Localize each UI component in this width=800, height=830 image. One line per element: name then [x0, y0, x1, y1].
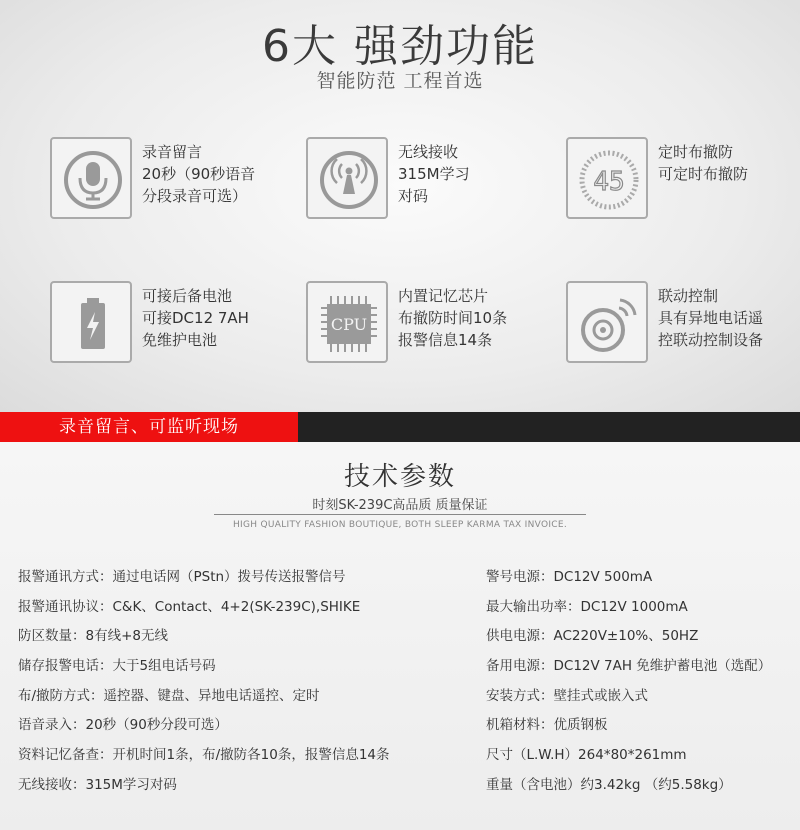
spec-item: 语音录入：20秒（90秒分段可选）	[18, 717, 228, 734]
antenna-icon	[306, 137, 388, 219]
feature-recording	[50, 137, 300, 227]
timer-display: 45	[593, 167, 625, 197]
feature-line: 内置记忆芯片	[398, 287, 489, 305]
feature-line: 具有异地电话遥	[658, 309, 764, 327]
banner-label: 录音留言、可监听现场	[0, 412, 298, 442]
cpu-label: CPU	[330, 315, 368, 334]
spec-item: 供电电源：AC220V±10%、50HZ	[486, 628, 699, 645]
cpu-chip-icon	[306, 281, 388, 363]
feature-linkage	[566, 281, 800, 371]
feature-line: 分段录音可选）	[142, 187, 248, 205]
spec-item: 无线接收：315M学习对码	[18, 776, 177, 793]
feature-line: 对码	[398, 187, 429, 205]
feature-line: 控联动控制设备	[658, 331, 764, 349]
specs-right-column	[486, 566, 771, 804]
feature-timer	[566, 137, 800, 227]
timer-icon	[566, 137, 648, 219]
feature-line: 无线接收	[398, 143, 459, 161]
divider	[214, 514, 586, 515]
page-subtitle: 智能防范 工程首选	[316, 70, 484, 92]
feature-memory	[306, 281, 556, 371]
microphone-icon	[50, 137, 132, 219]
spec-item: 储存报警电话：大于5组电话号码	[18, 658, 216, 675]
page-title: 6大 强劲功能	[262, 21, 538, 72]
feature-line: 联动控制	[658, 287, 719, 305]
feature-line: 报警信息14条	[398, 331, 493, 349]
feature-line: 20秒（90秒语音	[142, 165, 256, 183]
specs-title: 技术参数	[343, 462, 456, 492]
specs-english-tagline: HIGH QUALITY FASHION BOUTIQUE, BOTH SLEEP KARMA TAX INVOICE.	[232, 520, 568, 530]
spec-item: 资料记忆备查：开机时间1条，布/撤防各10条，报警信息14条	[18, 747, 390, 764]
feature-wireless	[306, 137, 556, 227]
battery-icon	[50, 281, 132, 363]
feature-line: 可定时布撤防	[658, 165, 749, 183]
spec-item: 备用电源：DC12V 7AH 免维护蓄电池（选配）	[486, 658, 772, 675]
spec-item: 警号电源：DC12V 500mA	[486, 569, 653, 585]
feature-line: 免维护电池	[142, 331, 218, 349]
spec-item: 防区数量：8有线+8无线	[18, 628, 168, 645]
spec-item: 重量（含电池）约3.42kg （约5.58kg）	[486, 776, 732, 793]
phone-remote-icon	[566, 281, 648, 363]
spec-item: 机箱材料：优质钢板	[486, 717, 608, 734]
feature-line: 可接DC12 7AH	[142, 309, 249, 327]
feature-battery	[50, 281, 300, 371]
feature-line: 315M学习	[398, 165, 470, 183]
feature-line: 布撤防时间10条	[398, 309, 508, 327]
spec-item: 报警通讯协议：C&K、Contact、4+2(SK-239C),SHIKE	[18, 598, 361, 615]
feature-line: 录音留言	[142, 143, 203, 161]
spec-item: 安装方式：壁挂式或嵌入式	[486, 687, 648, 704]
feature-line: 定时布撤防	[658, 143, 734, 161]
spec-item: 报警通讯方式：通过电话网（PStn）拨号传送报警信号	[18, 569, 346, 585]
spec-item: 最大输出功率：DC12V 1000mA	[486, 598, 688, 615]
spec-item: 布/撤防方式：遥控器、键盘、异地电话遥控、定时	[18, 687, 320, 704]
feature-line: 可接后备电池	[142, 287, 233, 305]
spec-item: 尺寸（L.W.H）264*80*261mm	[486, 747, 687, 764]
specs-left-column	[18, 566, 390, 804]
specs-subtitle: 时刻SK-239C高品质 质量保证	[312, 498, 488, 513]
